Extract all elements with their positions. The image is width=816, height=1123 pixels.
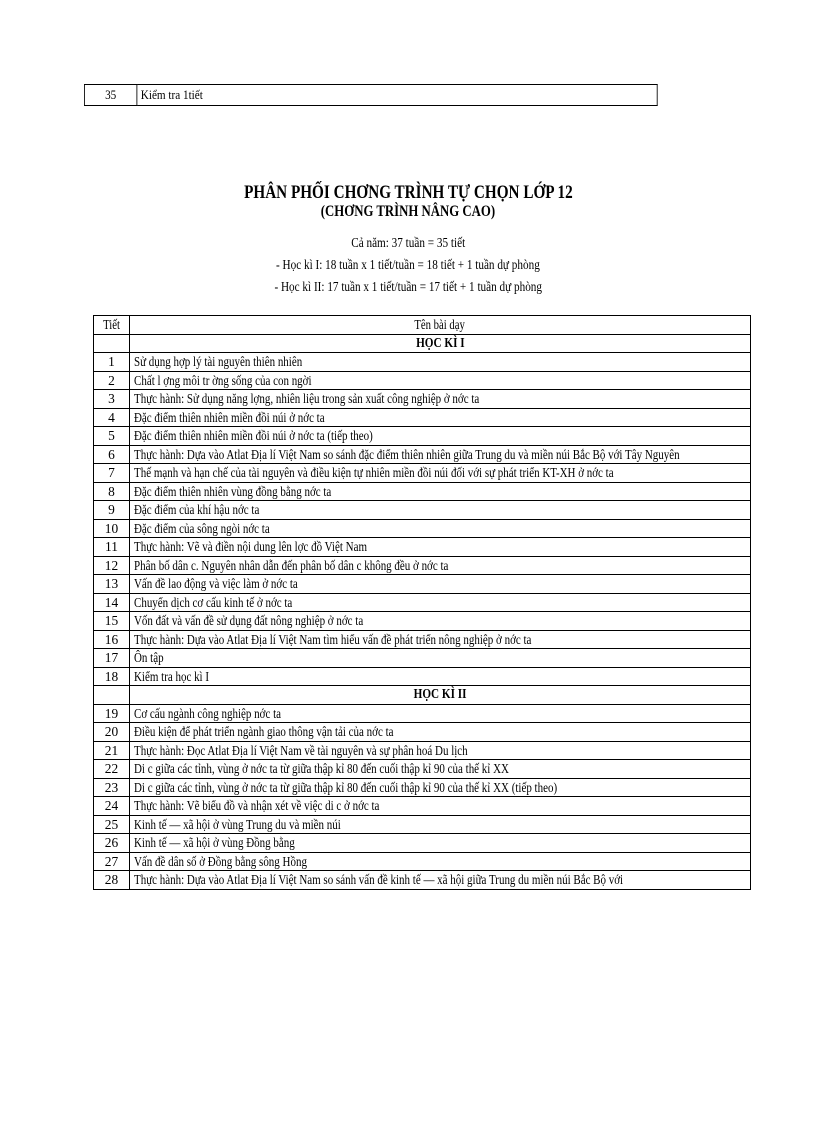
lesson-title: Ôn tập: [130, 649, 751, 668]
empty-cell: [94, 686, 130, 705]
page-title: PHÂN PHỐI CHƠNG TRÌNH TỰ CHỌN LỚP 12: [243, 182, 573, 203]
table-row: [94, 445, 751, 464]
lesson-title: Thực hành: Sử dụng năng lợng, nhiên liệu trong sản xuất công nghiệp ở nớc ta: [130, 390, 751, 409]
table-row: [94, 593, 751, 612]
table-row: [94, 519, 751, 538]
table-row: [94, 464, 751, 483]
table-row: [94, 834, 751, 853]
lesson-title: Điều kiện để phát triển ngành giao thông vận tải của nớc ta: [130, 723, 751, 742]
lesson-number: 12: [94, 556, 130, 575]
continued-table-row: [84, 84, 658, 106]
lesson-title: Đặc điểm của khí hậu nớc ta: [130, 501, 751, 520]
lesson-number: 27: [94, 852, 130, 871]
table-row: [94, 649, 751, 668]
table-row: [94, 741, 751, 760]
lesson-number: 7: [94, 464, 130, 483]
table-row: [94, 723, 751, 742]
lesson-number: 16: [94, 630, 130, 649]
table-row: [94, 390, 751, 409]
lesson-number: 14: [94, 593, 130, 612]
lesson-table: [93, 315, 751, 890]
lesson-title: Thực hành: Dựa vào Atlat Địa lí Việt Nam tìm hiểu vấn đề phát triển nông nghiệp ở nớc ta: [130, 630, 751, 649]
lesson-number: 13: [94, 575, 130, 594]
lesson-number: 2: [94, 371, 130, 390]
lesson-number: 9: [94, 501, 130, 520]
lesson-title: Phân bố dân c. Nguyên nhân dẫn đến phân bố dân c không đều ở nớc ta: [130, 556, 751, 575]
lesson-number: 18: [94, 667, 130, 686]
lesson-title: Sử dụng hợp lý tài nguyên thiên nhiên: [130, 353, 751, 372]
table-row: [94, 556, 751, 575]
lesson-title: Thực hành: Vẽ biểu đồ và nhận xét về việc di c ở nớc ta: [130, 797, 751, 816]
table-row: [94, 704, 751, 723]
lesson-number: 11: [94, 538, 130, 557]
lesson-title: Kinh tế — xã hội ở vùng Trung du và miền núi: [130, 815, 751, 834]
table-row: [94, 501, 751, 520]
lesson-number: 6: [94, 445, 130, 464]
semester-heading: HỌC KÌ II: [130, 686, 751, 705]
lesson-title: Thực hành: Dựa vào Atlat Địa lí Việt Nam so sánh đặc điểm thiên nhiên giữa Trung du và miền núi Bắc Bộ với Tây Nguyên: [130, 445, 751, 464]
semester-heading: HỌC KÌ I: [130, 334, 751, 353]
lesson-title: Kinh tế — xã hội ở vùng Đồng bằng: [130, 834, 751, 853]
lesson-number: 8: [94, 482, 130, 501]
lesson-title: Đặc điểm thiên nhiên miền đồi núi ở nớc ta (tiếp theo): [130, 427, 751, 446]
lesson-number: 1: [94, 353, 130, 372]
lesson-title: Đặc điểm thiên nhiên miền đồi núi ở nớc ta: [130, 408, 751, 427]
lesson-number: 17: [94, 649, 130, 668]
lesson-title: Vấn đề dân số ở Đồng bằng sông Hồng: [130, 852, 751, 871]
table-row: [94, 815, 751, 834]
table-row: [94, 575, 751, 594]
lesson-title: Thế mạnh và hạn chế của tài nguyên và điều kiện tự nhiên miền đồi núi đối với sự phát triển KT-XH ở nớc ta: [130, 464, 751, 483]
lesson-number: 35: [84, 85, 136, 106]
lesson-number: 24: [94, 797, 130, 816]
table-header-row: [94, 316, 751, 335]
table-row: [94, 482, 751, 501]
table-row: [94, 667, 751, 686]
summary-semester-2: - Học kì II: 17 tuần x 1 tiết/tuần = 17 tiết + 1 tuần dự phòng: [274, 280, 542, 295]
lesson-number: 19: [94, 704, 130, 723]
lesson-number: 3: [94, 390, 130, 409]
lesson-title: Chuyển dịch cơ cấu kinh tế ở nớc ta: [130, 593, 751, 612]
lesson-number: 20: [94, 723, 130, 742]
header-lesson: Tên bài dạy: [130, 316, 751, 335]
lesson-number: 23: [94, 778, 130, 797]
table-row: [94, 371, 751, 390]
semester-2-row: [94, 686, 751, 705]
lesson-title: Chất l ợng môi tr ờng sống của con ngời: [130, 371, 751, 390]
lesson-number: 10: [94, 519, 130, 538]
table-row: [84, 85, 657, 106]
table-row: [94, 871, 751, 890]
lesson-number: 22: [94, 760, 130, 779]
lesson-number: 15: [94, 612, 130, 631]
lesson-number: 21: [94, 741, 130, 760]
header-period: Tiết: [94, 316, 130, 335]
page-subtitle: (CHƠNG TRÌNH NÂNG CAO): [320, 203, 496, 220]
table-row: [94, 760, 751, 779]
table-row: [94, 612, 751, 631]
lesson-title: Kiểm tra học kì I: [130, 667, 751, 686]
lesson-title: Đặc điểm thiên nhiên vùng đồng bằng nớc ta: [130, 482, 751, 501]
table-row: [94, 353, 751, 372]
lesson-title: Thực hành: Dựa vào Atlat Địa lí Việt Nam so sánh vấn đề kinh tế — xã hội giữa Trung du miền núi Bắc Bộ với: [130, 871, 751, 890]
lesson-title: Thực hành: Vẽ và điền nội dung lên lợc đồ Việt Nam: [130, 538, 751, 557]
lesson-title: Di c giữa các tỉnh, vùng ở nớc ta từ giữa thập kỉ 80 đến cuối thập kỉ 90 của thế kỉ XX: [130, 760, 751, 779]
table-row: [94, 630, 751, 649]
empty-cell: [94, 334, 130, 353]
lesson-number: 4: [94, 408, 130, 427]
lesson-title: Kiểm tra 1tiết: [137, 85, 657, 106]
table-row: [94, 797, 751, 816]
lesson-title: Vốn đất và vấn đề sử dụng đất nông nghiệp ở nớc ta: [130, 612, 751, 631]
table-row: [94, 538, 751, 557]
lesson-title: Di c giữa các tỉnh, vùng ở nớc ta từ giữa thập kỉ 80 đến cuối thập kỉ 90 của thế kỉ XX (tiếp theo): [130, 778, 751, 797]
summary-semester-1: - Học kì I: 18 tuần x 1 tiết/tuần = 18 tiết + 1 tuần dự phòng: [276, 258, 540, 273]
lesson-number: 26: [94, 834, 130, 853]
lesson-number: 25: [94, 815, 130, 834]
semester-1-row: [94, 334, 751, 353]
lesson-title: Vấn đề lao động và việc làm ở nớc ta: [130, 575, 751, 594]
table-row: [94, 408, 751, 427]
table-row: [94, 427, 751, 446]
lesson-title: Đặc điểm của sông ngòi nớc ta: [130, 519, 751, 538]
table-row: [94, 852, 751, 871]
lesson-number: 5: [94, 427, 130, 446]
summary-year: Cả năm: 37 tuần = 35 tiết: [351, 236, 465, 251]
lesson-number: 28: [94, 871, 130, 890]
lesson-title: Thực hành: Đọc Atlat Địa lí Việt Nam về tài nguyên và sự phân hoá Du lịch: [130, 741, 751, 760]
lesson-title: Cơ cấu ngành công nghiệp nớc ta: [130, 704, 751, 723]
table-row: [94, 778, 751, 797]
